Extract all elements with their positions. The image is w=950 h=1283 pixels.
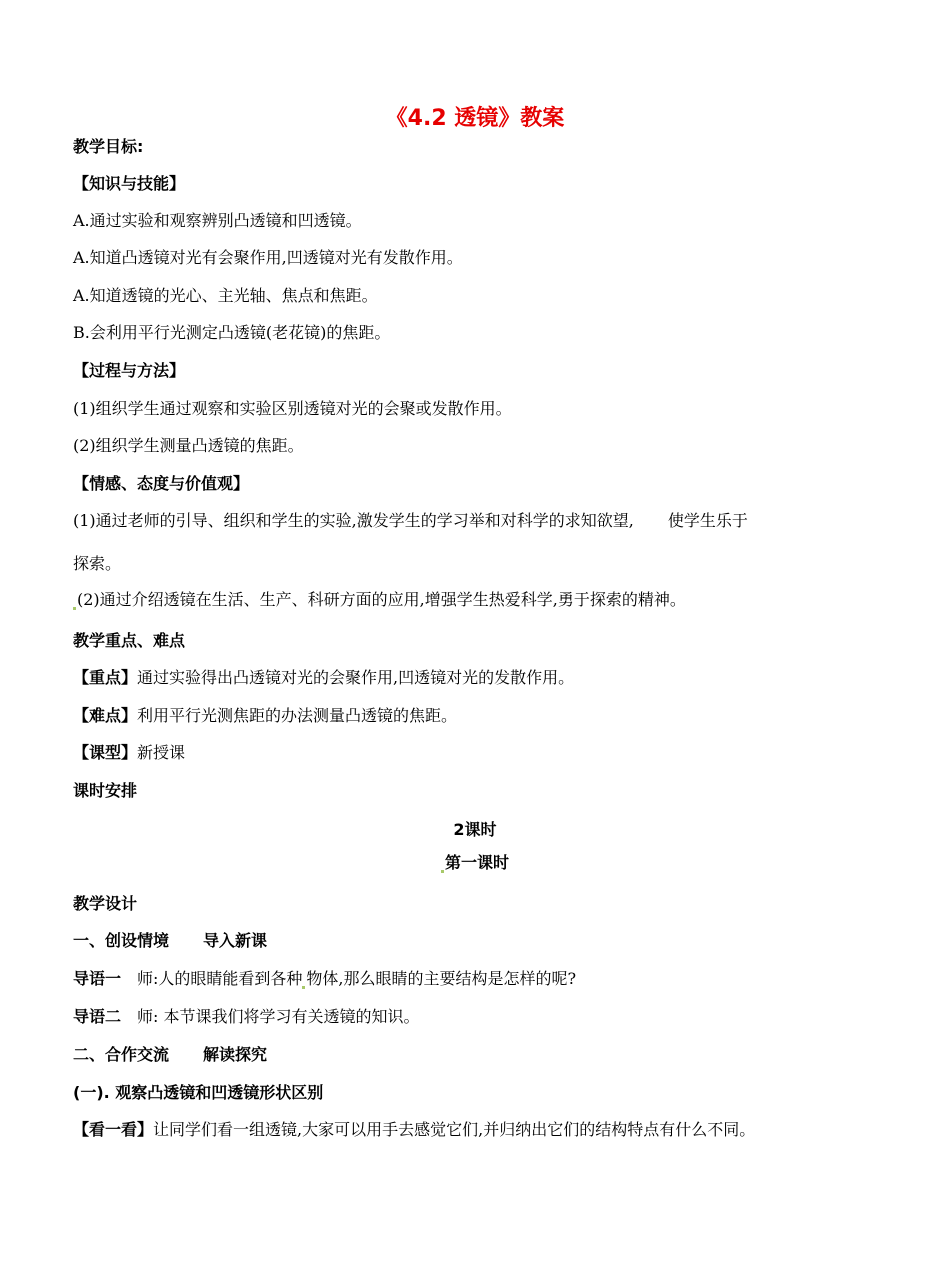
section-2-part-a: 二、合作交流 — [73, 1045, 170, 1064]
focus-text: 通过实验得出凸透镜对光的会聚作用,凹透镜对光的发散作用。 — [137, 668, 575, 687]
process-item-1: (1)组织学生通过观察和实验区别透镜对光的会聚或发散作用。 — [73, 399, 512, 418]
knowledge-item-1: A.通过实验和观察辨别凸透镜和凹透镜。 — [73, 211, 362, 230]
intro-1-label: 导语一 — [73, 969, 122, 988]
section-2-part-b: 解读探究 — [203, 1045, 268, 1064]
bullet-mark — [441, 870, 444, 873]
type-text: 新授课 — [137, 743, 186, 762]
type-label: 【课型】 — [73, 743, 138, 762]
difficulty-row — [73, 706, 457, 726]
emotion-item-1-part2: 使学生乐于 — [667, 511, 748, 530]
look-text: 让同学们看一组透镜,大家可以用手去感觉它们,并归纳出它们的结构特点有什么不同。 — [153, 1120, 756, 1139]
intro-1-text-b: 物体,那么眼睛的主要结构是怎样的呢? — [306, 969, 577, 988]
emotion-item-2 — [73, 590, 686, 610]
intro-1-text-a: 师:人的眼睛能看到各种 — [137, 969, 303, 988]
intro-1-row — [73, 969, 576, 989]
difficulty-label: 【难点】 — [73, 706, 138, 725]
type-row — [73, 743, 185, 763]
section-1-part-b: 导入新课 — [203, 931, 268, 950]
knowledge-heading: 【知识与技能】 — [73, 174, 186, 193]
focus-row — [73, 668, 574, 688]
emotion-item-1 — [73, 511, 748, 531]
knowledge-item-4: B.会利用平行光测定凸透镜(老花镜)的焦距。 — [73, 323, 391, 342]
page-title: 《4.2 透镜》教案 — [385, 106, 565, 131]
difficulty-text: 利用平行光测焦距的办法测量凸透镜的焦距。 — [137, 706, 458, 725]
process-item-2: (2)组织学生测量凸透镜的焦距。 — [73, 436, 304, 455]
schedule-heading: 课时安排 — [73, 781, 138, 800]
key-points-heading: 教学重点、难点 — [73, 631, 186, 650]
intro-2-label: 导语二 — [73, 1007, 122, 1026]
bullet-mark — [302, 986, 305, 989]
section-2-heading — [73, 1045, 267, 1065]
bullet-mark — [73, 607, 76, 610]
objectives-heading: 教学目标: — [73, 137, 144, 156]
schedule-first: 第一课时 — [444, 853, 509, 872]
emotion-item-1-part1: (1)通过老师的引导、组织和学生的实验,激发学生的学习举和对科学的求知欲望, — [73, 511, 634, 530]
section-1-heading — [73, 931, 267, 951]
subsection-1-heading: (一). 观察凸透镜和凹透镜形状区别 — [73, 1083, 324, 1102]
look-label: 【看一看】 — [73, 1120, 154, 1139]
intro-2-row — [73, 1007, 420, 1027]
design-heading: 教学设计 — [73, 894, 138, 913]
emotion-item-2-text: (2)通过介绍透镜在生活、生产、科研方面的应用,增强学生热爱科学,勇于探索的精神。 — [77, 590, 686, 609]
intro-2-text: 师: 本节课我们将学习有关透镜的知识。 — [137, 1007, 420, 1026]
knowledge-item-3: A.知道透镜的光心、主光轴、焦点和焦距。 — [73, 286, 378, 305]
process-heading: 【过程与方法】 — [73, 361, 186, 380]
knowledge-item-2: A.知道凸透镜对光有会聚作用,凹透镜对光有发散作用。 — [73, 248, 463, 267]
schedule-first-row — [0, 853, 950, 873]
focus-label: 【重点】 — [73, 668, 138, 687]
schedule-total: 2课时 — [453, 820, 497, 839]
look-row — [73, 1120, 755, 1140]
section-1-part-a: 一、创设情境 — [73, 931, 170, 950]
emotion-item-1-cont: 探索。 — [73, 554, 122, 573]
emotion-heading: 【情感、态度与价值观】 — [73, 474, 250, 493]
